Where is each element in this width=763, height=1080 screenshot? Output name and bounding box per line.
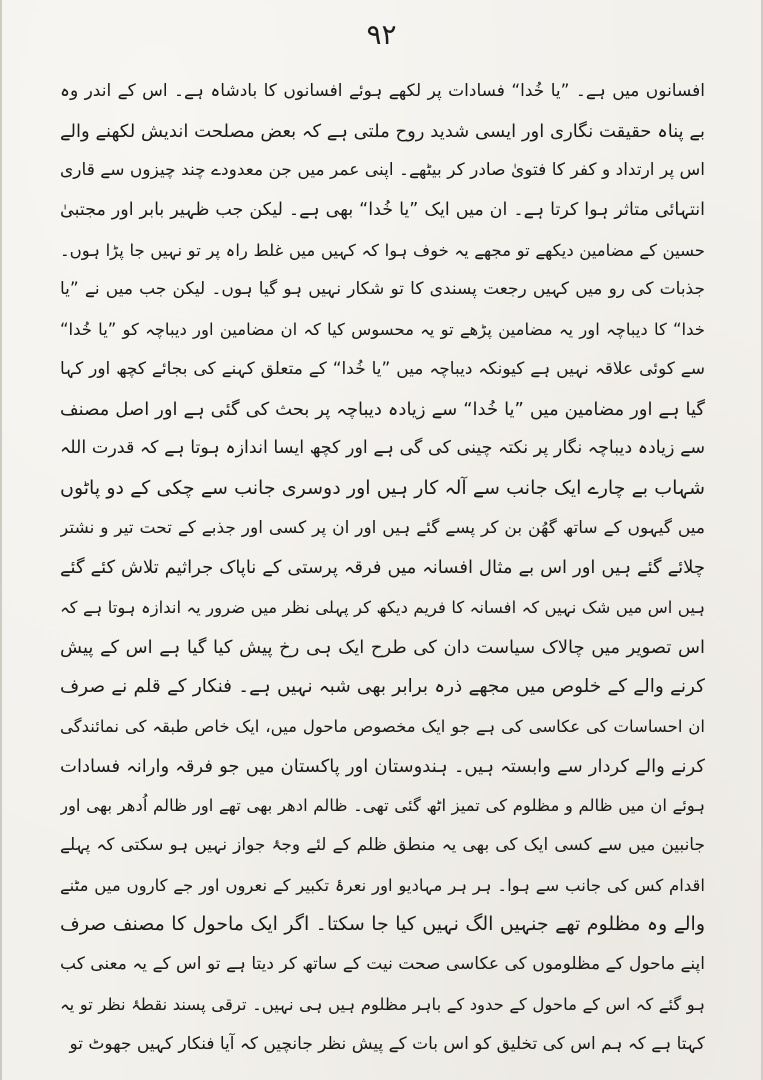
text-line: شہاب بے چارے ایک جانب سے آلہ کار ہیں اور دوسری جانب سے چکی کے دو پاٹوں (60, 476, 705, 499)
text-line: جانبین میں سے کسی ایک کی بھی یہ منطق ظلم کے لئے وجۂ جواز نہیں ہو سکتی کہ پہلے (60, 835, 705, 856)
text-line: اپنے ماحول کے مظلوموں کی عکاسی صحت نیت کے ساتھ کر دیتا ہے تو اس کے یہ معنی کب (60, 954, 705, 975)
text-line: میں گیہوں کے ساتھ گھُن بن کر پسے گئے ہیں اور ان پر کسی اور جذبے کے تحت تیر و نشتر (60, 517, 705, 538)
text-line: خدا“ کا دیباچہ اور یہ مضامین پڑھے تو یہ محسوس کیا کہ ان مضامین اور دیباچہ کو ”یا خُدا“ (60, 320, 705, 340)
text-line: ہو گئے کہ اس کے ماحول کے حدود کے باہر مظلوم ہیں ہی نہیں۔ ترقی پسند نقطۂ نظر تو یہ (60, 994, 705, 1014)
text-line: والے وہ مظلوم تھے جنہیں الگ نہیں کیا جا سکتا۔ اگر ایک ماحول کا مصنف صرف (60, 913, 705, 936)
page-number: ۹۲ (366, 18, 397, 51)
text-line: کرنے والے کے خلوص میں مجھے ذرہ برابر بھی شبہ نہیں ہے۔ فنکار کے قلم نے صرف (60, 676, 705, 698)
text-line: بے پناہ حقیقت نگاری اور ایسی شدید روح ملتی ہے کہ بعض مصلحت اندیش لکھنے والے (60, 120, 705, 142)
text-line: کرنے والے کردار سے وابستہ ہیں۔ ہندوستان اور پاکستان میں جو فرقہ وارانہ فسادات (60, 755, 705, 777)
text-line: ان احساسات کی عکاسی کی ہے جو ایک مخصوص ماحول میں، ایک خاص طبقہ کی نمائندگی (60, 717, 705, 736)
text-line: سے زیادہ دیباچہ نگار پر نکتہ چینی کی گی ہے اور کچھ ایسا اندازہ ہوتا ہے کہ قدرت اللہ (60, 438, 705, 459)
text-line: اس تصویر میں چالاک سیاست دان کی طرح ایک ہی رخ پیش کیا گیا ہے اس کے پیش (60, 636, 705, 658)
text-line: سے کوئی علاقہ نہیں ہے کیونکہ دیباچہ میں ”یا خُدا“ کے متعلق کہنے کی بجائے کچھ اور کہا (60, 358, 705, 379)
text-line: ہیں اس میں شک نہیں کہ افسانہ کا فریم دیکھ کر پہلی نظر میں ضرور یہ اندازہ ہوتا ہے کہ (60, 597, 705, 617)
text-line: اقدام کس کی جانب سے ہوا۔ ہر ہر مہادیو اور نعرۂ تکبیر کے نعروں اور جے کاروں میں مٹنے (60, 875, 705, 895)
text-line: اس پر ارتداد و کفر کا فتویٰ صادر کر بیٹھے۔ اپنی عمر میں جن معدودے چند چیزوں سے قاری (60, 160, 705, 181)
text-line: جذبات کی رو میں کہیں رجعت پسندی کا تو شکار نہیں ہو گیا ہوں۔ لیکن جب میں نے ”یا (60, 279, 705, 300)
text-line: کہتا ہے کہ ہم اس کی تخلیق کو اس بات کے پیش نظر جانچیں کہ آیا فنکار کہیں جھوٹ تو (69, 1033, 705, 1054)
text-line: چلائے گئے ہیں اور اس بے مثال افسانہ میں فرقہ پرستی کے ناپاک جراثیم تلاش کئے گئے (60, 557, 705, 579)
text-line: افسانوں میں ہے۔ ”یا خُدا“ فسادات پر لکھے ہوئے افسانوں کا بادشاہ ہے۔ اس کے اندر وہ (60, 81, 705, 101)
text-line: انتہائی متاثر ہوا کرتا ہے۔ ان میں ایک ”یا خُدا“ بھی ہے۔ لیکن جب ظہیر بابر اور مجتبیٰ (60, 200, 705, 221)
text-line: حسین کے مضامین دیکھے تو مجھے یہ خوف ہوا کہ کہیں میں غلط راہ پر تو نہیں جا پڑا ہوں۔ (60, 240, 705, 260)
text-line: گیا ہے اور مضامین میں ”یا خُدا“ سے زیادہ دیباچہ پر بحث کی گئی ہے اور اصل مصنف (60, 398, 705, 420)
text-line: ہوئے ان میں ظالم و مظلوم کی تمیز اٹھ گئی تھی۔ ظالم ادھر بھی تھے اور ظالم اُدھر بھی اور (60, 796, 705, 816)
page-body-text (60, 72, 705, 1064)
